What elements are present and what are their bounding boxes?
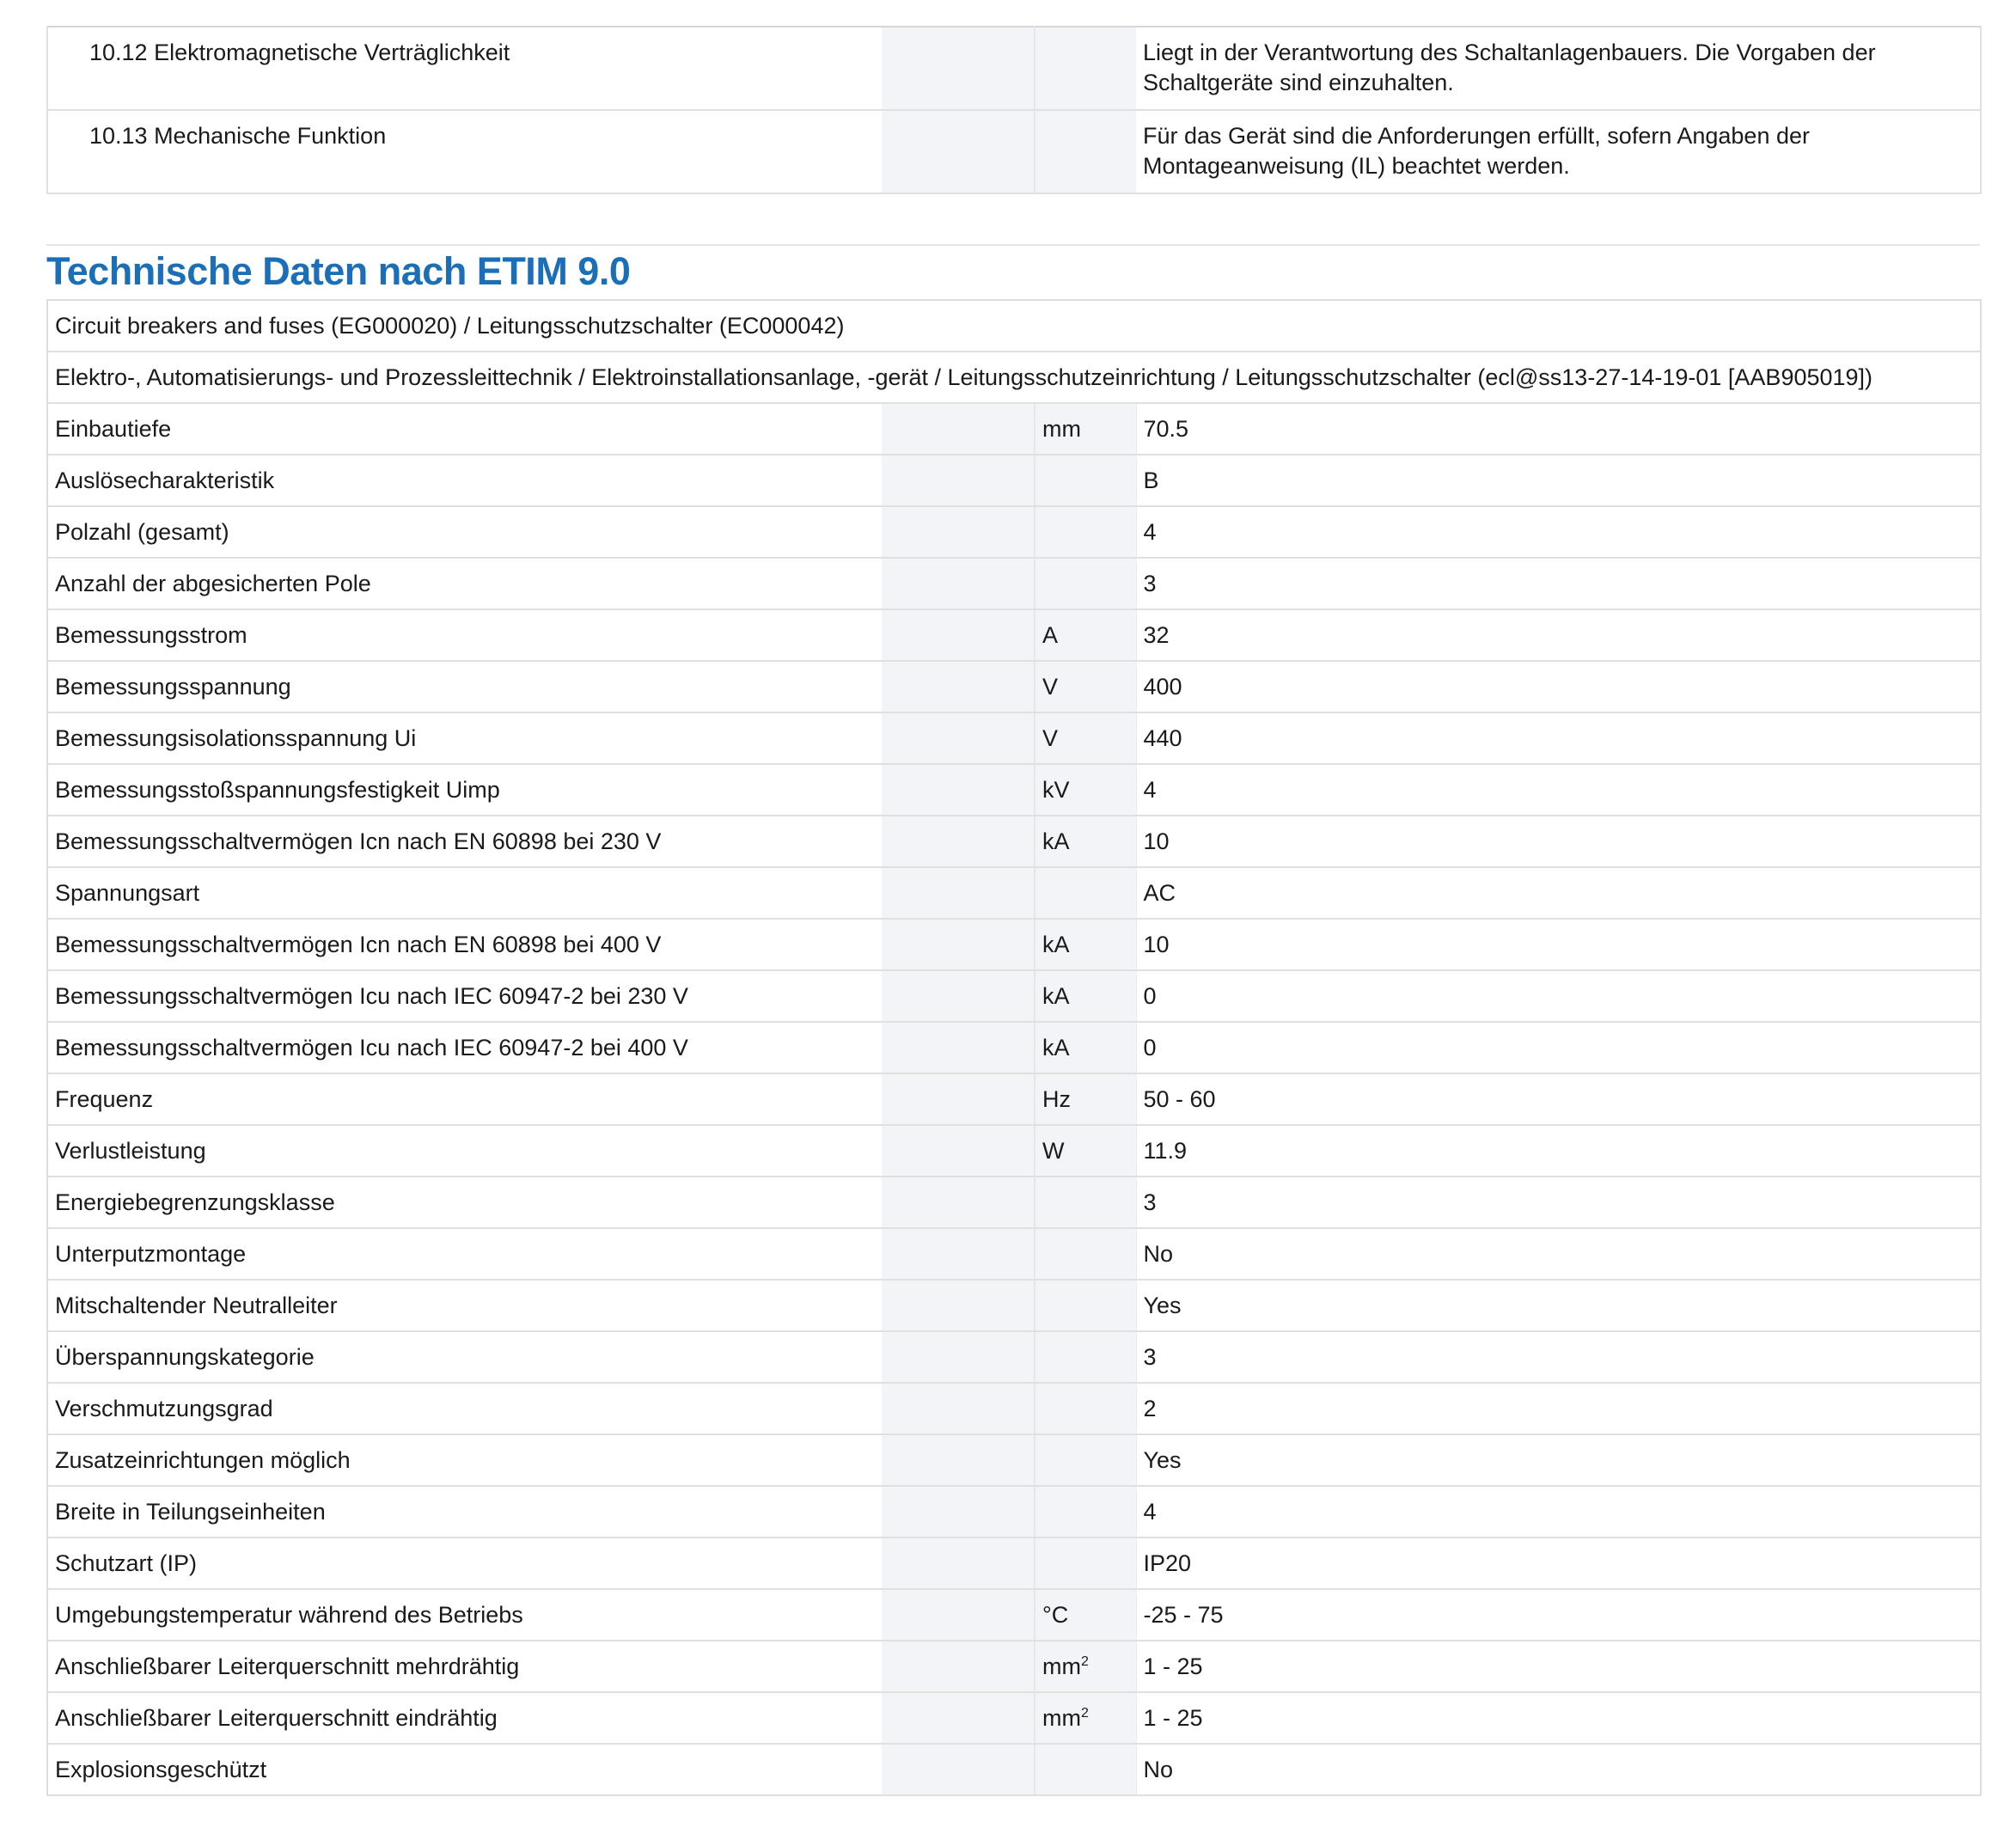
table-row <box>47 1537 1981 1589</box>
row-unit <box>1035 970 1136 1022</box>
table-row <box>47 1280 1981 1331</box>
row-value: 440 <box>1136 712 1981 764</box>
row-label: Verlustleistung <box>47 1125 882 1177</box>
empty-cell <box>882 919 1035 970</box>
empty-cell <box>882 1434 1035 1486</box>
unit-text: kA <box>1042 1035 1070 1061</box>
row-label: Unterputzmontage <box>47 1228 882 1280</box>
row-label: Breite in Teilungseinheiten <box>47 1486 882 1537</box>
row-value: 10 <box>1136 816 1981 867</box>
table-row <box>47 110 1981 193</box>
assessment-table <box>46 26 1982 194</box>
row-label: Bemessungsspannung <box>47 661 882 712</box>
row-label: Anschließbarer Leiterquerschnitt mehrdrähtig <box>47 1641 882 1692</box>
empty-cell <box>882 1383 1035 1434</box>
row-label: Spannungsart <box>47 867 882 919</box>
row-unit <box>1035 764 1136 816</box>
row-unit <box>1035 1228 1136 1280</box>
row-value: Yes <box>1136 1434 1981 1486</box>
value-line: Montageanweisung (IL) beachtet werden. <box>1143 153 1570 179</box>
row-label: Bemessungsstrom <box>47 609 882 661</box>
empty-cell <box>882 1228 1035 1280</box>
empty-cell <box>882 609 1035 661</box>
table-row <box>47 1228 1981 1280</box>
row-unit <box>1035 1641 1136 1692</box>
empty-cell <box>882 506 1035 558</box>
unit-text: V <box>1042 674 1059 700</box>
table-row <box>47 764 1981 816</box>
empty-cell <box>1035 27 1136 110</box>
table-row <box>47 1125 1981 1177</box>
row-value: 50 - 60 <box>1136 1073 1981 1125</box>
row-label: Schutzart (IP) <box>47 1537 882 1589</box>
row-label: Bemessungsschaltvermögen Icn nach EN 60898 bei 230 V <box>47 816 882 867</box>
row-unit <box>1035 661 1136 712</box>
row-value: 3 <box>1136 1177 1981 1228</box>
row-label: Bemessungsschaltvermögen Icu nach IEC 60947-2 bei 400 V <box>47 1022 882 1073</box>
empty-cell <box>882 1537 1035 1589</box>
unit-text: °C <box>1042 1602 1069 1628</box>
table-row <box>47 970 1981 1022</box>
row-value: 2 <box>1136 1383 1981 1434</box>
empty-cell <box>882 712 1035 764</box>
row-label: Verschmutzungsgrad <box>47 1383 882 1434</box>
row-label: Explosionsgeschützt <box>47 1744 882 1795</box>
unit-superscript: 2 <box>1080 1654 1089 1669</box>
table-row <box>47 1589 1981 1641</box>
row-label: Zusatzeinrichtungen möglich <box>47 1434 882 1486</box>
row-value: 4 <box>1136 1486 1981 1537</box>
table-row <box>47 919 1981 970</box>
row-unit <box>1035 1744 1136 1795</box>
row-label: Anzahl der abgesicherten Pole <box>47 558 882 609</box>
row-value: 10 <box>1136 919 1981 970</box>
row-label: Bemessungsstoßspannungsfestigkeit Uimp <box>47 764 882 816</box>
path-row <box>47 351 1981 403</box>
table-row <box>47 816 1981 867</box>
empty-cell <box>882 970 1035 1022</box>
row-unit <box>1035 1125 1136 1177</box>
empty-cell <box>882 867 1035 919</box>
row-label: Mitschaltender Neutralleiter <box>47 1280 882 1331</box>
unit-text: kA <box>1042 983 1070 1009</box>
empty-cell <box>882 1744 1035 1795</box>
unit-text: mm <box>1042 416 1081 442</box>
row-label: Frequenz <box>47 1073 882 1125</box>
row-unit <box>1035 1589 1136 1641</box>
row-value: 400 <box>1136 661 1981 712</box>
empty-cell <box>882 1177 1035 1228</box>
unit-text: W <box>1042 1138 1065 1164</box>
table-row <box>47 1383 1981 1434</box>
row-label: Bemessungsisolationsspannung Ui <box>47 712 882 764</box>
value-line: Für das Gerät sind die Anforderungen erfüllt, sofern Angaben der <box>1143 123 1810 149</box>
unit-text: Hz <box>1042 1086 1071 1112</box>
row-unit <box>1035 506 1136 558</box>
row-value: 3 <box>1136 1331 1981 1383</box>
row-value: IP20 <box>1136 1537 1981 1589</box>
empty-cell <box>882 455 1035 506</box>
row-value: -25 - 75 <box>1136 1589 1981 1641</box>
row-unit <box>1035 1383 1136 1434</box>
row-unit <box>1035 1692 1136 1744</box>
empty-cell <box>882 1641 1035 1692</box>
row-value: 4 <box>1136 764 1981 816</box>
row-unit <box>1035 1280 1136 1331</box>
row-unit <box>1035 403 1136 455</box>
row-value: 70.5 <box>1136 403 1981 455</box>
table-row <box>47 1073 1981 1125</box>
row-unit <box>1035 712 1136 764</box>
unit-superscript: 2 <box>1080 1706 1089 1721</box>
row-label: Auslösecharakteristik <box>47 455 882 506</box>
table-row <box>47 1486 1981 1537</box>
value-line: Schaltgeräte sind einzuhalten. <box>1143 70 1454 95</box>
empty-cell <box>882 816 1035 867</box>
table-row <box>47 1744 1981 1795</box>
row-value: 11.9 <box>1136 1125 1981 1177</box>
row-label: Bemessungsschaltvermögen Icn nach EN 60898 bei 400 V <box>47 919 882 970</box>
table-row <box>47 1692 1981 1744</box>
row-value <box>1136 27 1981 110</box>
row-unit <box>1035 867 1136 919</box>
empty-cell <box>882 1692 1035 1744</box>
empty-cell <box>882 110 1035 193</box>
row-label: 10.13 Mechanische Funktion <box>47 110 882 193</box>
unit-text: kA <box>1042 932 1070 957</box>
row-unit <box>1035 1073 1136 1125</box>
row-label: Umgebungstemperatur während des Betriebs <box>47 1589 882 1641</box>
row-label: Polzahl (gesamt) <box>47 506 882 558</box>
value-line: Liegt in der Verantwortung des Schaltanlagenbauers. Die Vorgaben der <box>1143 40 1876 65</box>
row-value: No <box>1136 1744 1981 1795</box>
table-row <box>47 609 1981 661</box>
table-row <box>47 455 1981 506</box>
row-unit <box>1035 1022 1136 1073</box>
document-page <box>46 26 1980 1796</box>
table-row <box>47 1177 1981 1228</box>
table-row <box>47 558 1981 609</box>
unit-text: V <box>1042 725 1059 751</box>
empty-cell <box>882 1486 1035 1537</box>
row-unit <box>1035 1177 1136 1228</box>
row-unit <box>1035 1331 1136 1383</box>
row-value <box>1136 110 1981 193</box>
empty-cell <box>882 1280 1035 1331</box>
table-row <box>47 1434 1981 1486</box>
row-value: No <box>1136 1228 1981 1280</box>
empty-cell <box>882 558 1035 609</box>
table-row <box>47 1641 1981 1692</box>
empty-cell <box>882 27 1035 110</box>
table-row <box>47 867 1981 919</box>
table-row <box>47 661 1981 712</box>
row-value: 32 <box>1136 609 1981 661</box>
unit-text: kV <box>1042 777 1070 803</box>
empty-cell <box>882 764 1035 816</box>
empty-cell <box>882 1022 1035 1073</box>
row-unit <box>1035 1486 1136 1537</box>
row-value: 0 <box>1136 970 1981 1022</box>
row-unit <box>1035 919 1136 970</box>
empty-cell <box>882 1125 1035 1177</box>
row-value: 1 - 25 <box>1136 1641 1981 1692</box>
row-label: Anschließbarer Leiterquerschnitt eindrähtig <box>47 1692 882 1744</box>
empty-cell <box>882 661 1035 712</box>
table-row <box>47 712 1981 764</box>
unit-text: A <box>1042 622 1059 648</box>
table-row <box>47 1022 1981 1073</box>
row-value: Yes <box>1136 1280 1981 1331</box>
etim-classification-path: Elektro-, Automatisierungs- und Prozessleittechnik / Elektroinstallationsanlage, -gerät / Leitungsschutzeinrichtung / Leitungsschutzschalter (ecl@ss13-27-14-19-01 [AAB905019]) <box>47 351 1981 403</box>
row-unit <box>1035 1434 1136 1486</box>
row-label: Überspannungskategorie <box>47 1331 882 1383</box>
row-label: Einbautiefe <box>47 403 882 455</box>
unit-text: mm <box>1042 1653 1081 1679</box>
section-divider <box>46 244 1980 246</box>
row-unit <box>1035 558 1136 609</box>
row-value: 1 - 25 <box>1136 1692 1981 1744</box>
table-row <box>47 1331 1981 1383</box>
empty-cell <box>882 403 1035 455</box>
row-label: Energiebegrenzungsklasse <box>47 1177 882 1228</box>
row-value: B <box>1136 455 1981 506</box>
row-unit <box>1035 455 1136 506</box>
unit-text: kA <box>1042 828 1070 854</box>
empty-cell <box>1035 110 1136 193</box>
section-title: Technische Daten nach ETIM 9.0 <box>46 249 631 293</box>
row-value: AC <box>1136 867 1981 919</box>
etim-data-table <box>46 299 1982 1796</box>
unit-text: mm <box>1042 1705 1081 1731</box>
etim-class: Circuit breakers and fuses (EG000020) / Leitungsschutzschalter (EC000042) <box>47 300 1981 351</box>
row-value: 3 <box>1136 558 1981 609</box>
empty-cell <box>882 1331 1035 1383</box>
row-label: Bemessungsschaltvermögen Icu nach IEC 60947-2 bei 230 V <box>47 970 882 1022</box>
empty-cell <box>882 1589 1035 1641</box>
table-row <box>47 403 1981 455</box>
row-value: 4 <box>1136 506 1981 558</box>
empty-cell <box>882 1073 1035 1125</box>
table-row <box>47 506 1981 558</box>
row-unit <box>1035 1537 1136 1589</box>
row-unit <box>1035 609 1136 661</box>
table-row <box>47 27 1981 110</box>
row-label: 10.12 Elektromagnetische Verträglichkeit <box>47 27 882 110</box>
class-row <box>47 300 1981 351</box>
row-unit <box>1035 816 1136 867</box>
row-value: 0 <box>1136 1022 1981 1073</box>
